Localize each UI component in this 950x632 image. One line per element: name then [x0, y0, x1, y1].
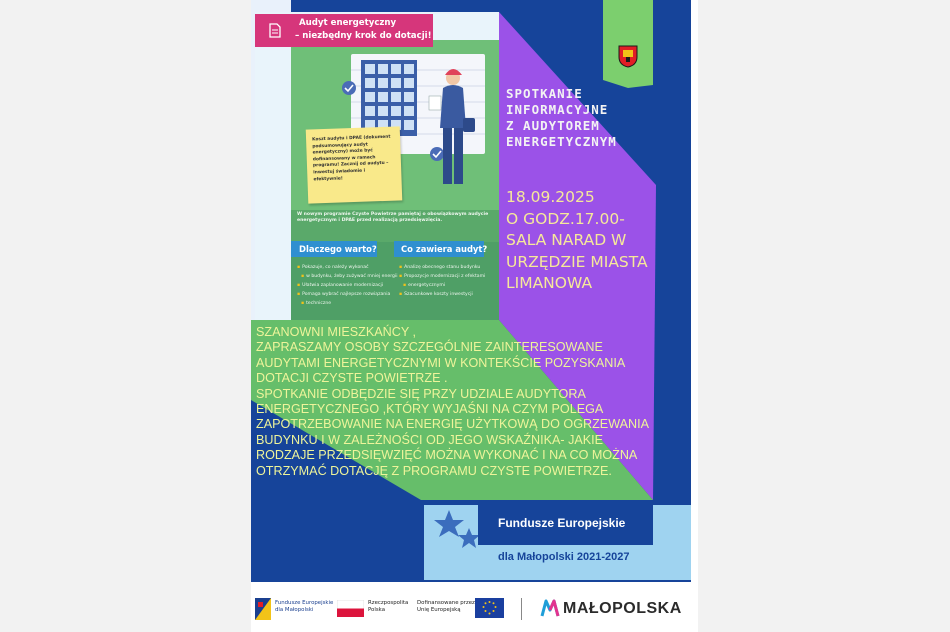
- list-item: ▪ w budynku, żeby zużywać mniej energii: [301, 274, 397, 279]
- footer-logos: [251, 582, 698, 632]
- leaflet-badge-line2: – niezbędny krok do dotacji!: [295, 31, 432, 41]
- rp-logo-line1: Rzeczpospolita: [368, 600, 409, 606]
- fe-logo-line2: dla Małopolski: [275, 607, 314, 613]
- eu-flag-icon: [475, 598, 504, 618]
- leaflet-intro-text: W nowym programie Czyste Powietrze pamiętaj o obowiązkowym audycie energetycznym i DPAE przed realizacją przedsięwzięcia.: [297, 212, 489, 224]
- list-item: ▪ Analizę obecnego stanu budynku: [399, 265, 480, 270]
- event-title: SPOTKANIE INFORMACYJNE Z AUDYTOREM ENERGETYCZNYM: [506, 86, 617, 149]
- event-details: 18.09.2025 O GODZ.17.00- SALA NARAD W URZĘDZIE MIASTA LIMANOWA: [506, 188, 648, 292]
- funds-line2: dla Małopolski 2021-2027: [498, 551, 630, 563]
- list-item: ▪ Pokazuje, co należy wykonać: [297, 265, 369, 270]
- poster: [251, 0, 698, 632]
- fe-logo-text: [275, 600, 333, 614]
- leaflet-badge: [255, 14, 433, 47]
- eu-logo-line1: Dofinansowane przez: [417, 600, 475, 606]
- funds-box: [478, 505, 653, 545]
- sticky-note-text: Koszt audytu i DPAE (dokument podsumowujący audyt energetyczny) może być dofinansowany w ramach programu! Zacznij od audytu – inwestuj świadomie i efektywnie!: [312, 134, 391, 182]
- polish-flag-icon: [337, 600, 364, 617]
- malopolska-logo-text: MAŁOPOLSKA: [563, 600, 682, 617]
- list-item: ▪ techniczne: [301, 301, 331, 306]
- eu-logo-line2: Unię Europejską: [417, 607, 461, 613]
- footer-divider: [521, 598, 522, 620]
- list-item: ▪ Szacunkowe koszty inwestycji: [399, 292, 473, 297]
- leaflet-badge-line1: Audyt energetyczny: [299, 18, 397, 28]
- malopolska-logo-icon: [540, 598, 560, 618]
- invitation-text: SZANOWNI MIESZKAŃCY , ZAPRASZAMY OSOBY SZCZEGÓLNIE ZAINTERESOWANE AUDYTAMI ENERGETYCZNYMI W KONTEKŚCIE POZYSKANIA DOTACJI CZYSTE POWIETRZE . SPOTKANIE ODBĘDZIE SIĘ PRZY UDZIALE AUDYTORA ENERGETYCZNEGO ,KTÓRY WYJAŚNI NA CZYM POLEGA ZAPOTRZEBOWANIE NA ENERGIĘ UŻYTKOWĄ DO OGRZEWANIA BUDYNKU I W ZALEŻNOŚCI OD JEGO WSKAŹNIKA- JAKIE RODZAJE PRZEDSIĘWZIĘĆ MOŻNA WYKONAĆ I NA CO MOŻNA OTRZYMAĆ DOTACJĘ Z PROGRAMU CZYSTE POWIETRZE.: [256, 325, 650, 478]
- eu-logo-text: [417, 600, 475, 614]
- tab-dlaczego-warto: [291, 241, 377, 257]
- rp-logo-line2: Polska: [368, 607, 385, 613]
- funds-line1: Fundusze Europejskie: [498, 516, 626, 530]
- rp-logo-text: [368, 600, 408, 614]
- sticky-note: [306, 126, 403, 203]
- tab-dlaczego-warto-label: Dlaczego warto?: [299, 244, 377, 254]
- fe-logo-line1: Fundusze Europejskie: [275, 600, 334, 606]
- list-item: ▪ energetycznymi: [403, 283, 445, 288]
- fundusze-europejskie-logo: [255, 598, 271, 620]
- list-item: ▪ Ułatwia zaplanowanie modernizacji: [297, 283, 383, 288]
- list-item: ▪ Pomaga wybrać najlepsze rozwiązania: [297, 292, 390, 297]
- tab-co-zawiera-audyt-label: Co zawiera audyt?: [401, 244, 488, 254]
- limanowa-coat-of-arms-logo: [617, 44, 639, 68]
- document-icon: [269, 23, 281, 38]
- tab-co-zawiera-audyt: [394, 241, 488, 257]
- leaflet: [251, 12, 499, 320]
- list-item: ▪ Propozycje modernizacji z efektami: [399, 274, 485, 279]
